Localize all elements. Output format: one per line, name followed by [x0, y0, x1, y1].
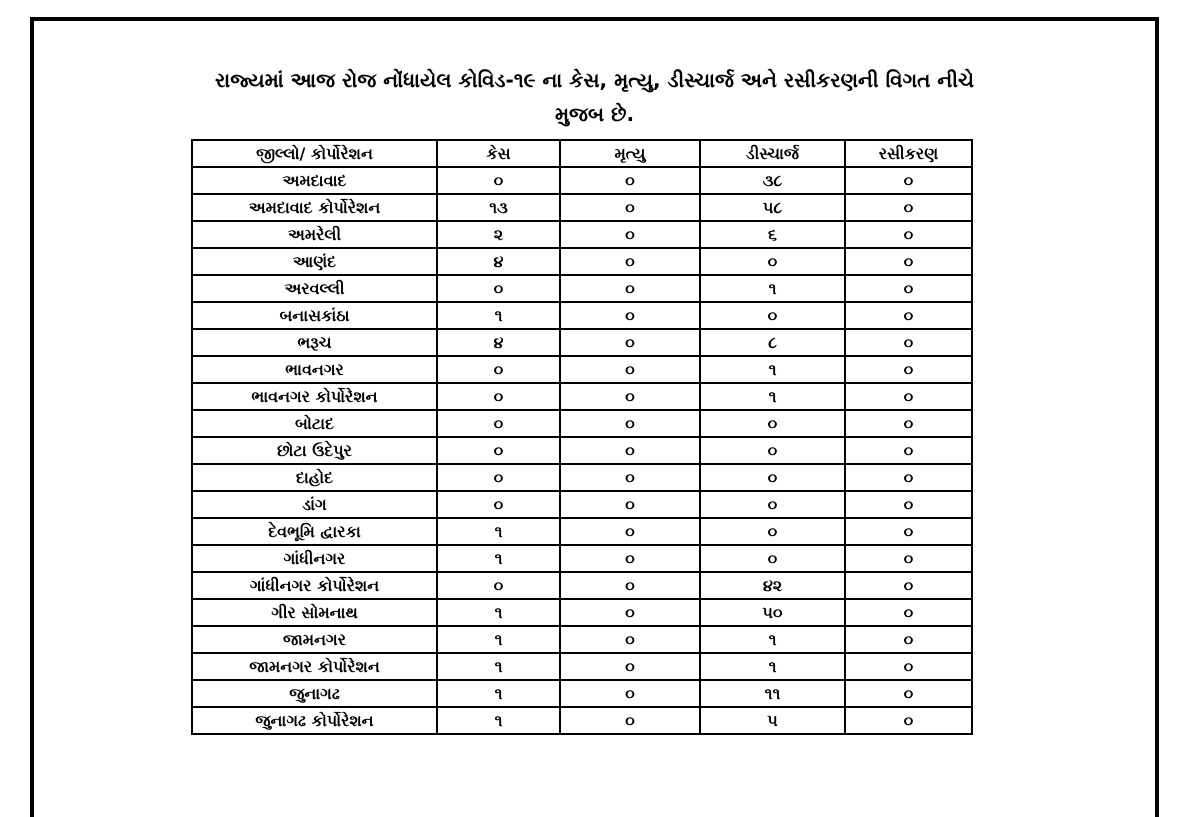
title-line-2: મુજબ છે. — [554, 102, 635, 126]
cell-vaccination: ૦ — [845, 518, 972, 545]
cell-cases: ૦ — [437, 410, 560, 437]
table-row — [192, 383, 972, 410]
cell-deaths: ૦ — [560, 221, 700, 248]
cell-discharge: ૩૮ — [700, 167, 845, 194]
table-row — [192, 626, 972, 653]
cell-district: જામનગર કોર્પોરેશન — [192, 653, 437, 680]
cell-deaths: ૦ — [560, 653, 700, 680]
cell-cases: ૧ — [437, 680, 560, 707]
cell-deaths: ૦ — [560, 545, 700, 572]
cell-discharge: ૦ — [700, 518, 845, 545]
cell-cases: ૧ — [437, 626, 560, 653]
cell-cases: ૦ — [437, 167, 560, 194]
cell-deaths: ૦ — [560, 680, 700, 707]
cell-district: જુનાગઢ કોર્પોરેશન — [192, 707, 437, 734]
cell-cases: ૦ — [437, 437, 560, 464]
header-deaths: મૃત્યુ — [560, 140, 700, 167]
header-district: જીલ્લો/ કોર્પોરેશન — [192, 140, 437, 167]
cell-cases: ૧ — [437, 653, 560, 680]
cell-vaccination: ૦ — [845, 626, 972, 653]
cell-district: ભરૂચ — [192, 329, 437, 356]
cell-vaccination: ૦ — [845, 491, 972, 518]
cell-deaths: ૦ — [560, 518, 700, 545]
table-row — [192, 599, 972, 626]
cell-vaccination: ૦ — [845, 167, 972, 194]
cell-district: જુનાગઢ — [192, 680, 437, 707]
cell-vaccination: ૦ — [845, 356, 972, 383]
cell-district: દેવભૂમિ દ્વારકા — [192, 518, 437, 545]
cell-deaths: ૦ — [560, 707, 700, 734]
cell-deaths: ૦ — [560, 383, 700, 410]
cell-vaccination: ૦ — [845, 545, 972, 572]
cell-vaccination: ૦ — [845, 680, 972, 707]
cell-vaccination: ૦ — [845, 464, 972, 491]
table-body — [192, 167, 972, 734]
cell-deaths: ૦ — [560, 410, 700, 437]
table-row — [192, 707, 972, 734]
cell-discharge: ૫ — [700, 707, 845, 734]
cell-district: છોટા ઉદેપુર — [192, 437, 437, 464]
table-row — [192, 194, 972, 221]
cell-discharge: ૫૦ — [700, 599, 845, 626]
cell-district: જામનગર — [192, 626, 437, 653]
table-row — [192, 518, 972, 545]
table-row — [192, 464, 972, 491]
header-discharge: ડીસ્ચાર્જ — [700, 140, 845, 167]
table-row — [192, 356, 972, 383]
cell-cases: ૧ — [437, 545, 560, 572]
cell-district: અરવલ્લી — [192, 275, 437, 302]
header-cases: કેસ — [437, 140, 560, 167]
cell-discharge: ૧ — [700, 383, 845, 410]
cell-vaccination: ૦ — [845, 329, 972, 356]
cell-deaths: ૦ — [560, 302, 700, 329]
cell-cases: ૧ — [437, 518, 560, 545]
cell-cases: ૧ — [437, 707, 560, 734]
document-title — [34, 63, 1155, 131]
cell-cases: ૪ — [437, 248, 560, 275]
cell-district: ગાંધીનગર કોર્પોરેશન — [192, 572, 437, 599]
table-row — [192, 410, 972, 437]
cell-deaths: ૦ — [560, 599, 700, 626]
table-row — [192, 302, 972, 329]
cell-discharge: ૦ — [700, 302, 845, 329]
cell-vaccination: ૦ — [845, 572, 972, 599]
cell-cases: ૦ — [437, 356, 560, 383]
table-row — [192, 680, 972, 707]
table-row — [192, 167, 972, 194]
cell-deaths: ૦ — [560, 626, 700, 653]
cell-discharge: ૧ — [700, 275, 845, 302]
cell-vaccination: ૦ — [845, 437, 972, 464]
cell-deaths: ૦ — [560, 491, 700, 518]
cell-discharge: ૧ — [700, 653, 845, 680]
table-row — [192, 248, 972, 275]
cell-deaths: ૦ — [560, 248, 700, 275]
cell-cases: ૦ — [437, 491, 560, 518]
cell-vaccination: ૦ — [845, 275, 972, 302]
cell-vaccination: ૦ — [845, 194, 972, 221]
cell-vaccination: ૦ — [845, 302, 972, 329]
covid-district-table — [191, 139, 973, 735]
cell-district: ભાવનગર કોર્પોરેશન — [192, 383, 437, 410]
cell-cases: ૧૩ — [437, 194, 560, 221]
table-row — [192, 221, 972, 248]
cell-discharge: ૦ — [700, 464, 845, 491]
cell-deaths: ૦ — [560, 572, 700, 599]
table-row — [192, 653, 972, 680]
cell-district: આણંદ — [192, 248, 437, 275]
cell-cases: ૧ — [437, 302, 560, 329]
cell-deaths: ૦ — [560, 329, 700, 356]
title-line-1: રાજ્યમાં આજ રોજ નોંધાયેલ કોવિડ-૧૯ ના કેસ, મૃત્યુ, ડીસ્ચાર્જ અને રસીકરણની વિગત નીચે — [214, 68, 975, 92]
cell-cases: ૦ — [437, 572, 560, 599]
cell-district: દાહોદ — [192, 464, 437, 491]
table-row — [192, 437, 972, 464]
cell-district: અમદાવાદ કોર્પોરેશન — [192, 194, 437, 221]
cell-district: ડાંગ — [192, 491, 437, 518]
cell-vaccination: ૦ — [845, 653, 972, 680]
cell-discharge: ૦ — [700, 437, 845, 464]
cell-discharge: ૧ — [700, 356, 845, 383]
cell-district: અમદાવાદ — [192, 167, 437, 194]
cell-vaccination: ૦ — [845, 221, 972, 248]
cell-cases: ૦ — [437, 383, 560, 410]
cell-vaccination: ૦ — [845, 410, 972, 437]
cell-vaccination: ૦ — [845, 383, 972, 410]
cell-deaths: ૦ — [560, 194, 700, 221]
cell-vaccination: ૦ — [845, 707, 972, 734]
cell-deaths: ૦ — [560, 464, 700, 491]
table-row — [192, 329, 972, 356]
cell-district: ગાંધીનગર — [192, 545, 437, 572]
cell-vaccination: ૦ — [845, 248, 972, 275]
cell-discharge: ૮ — [700, 329, 845, 356]
cell-cases: ૨ — [437, 221, 560, 248]
cell-district: ગીર સોમનાથ — [192, 599, 437, 626]
header-vaccination: રસીકરણ — [845, 140, 972, 167]
cell-discharge: ૦ — [700, 410, 845, 437]
cell-district: બનાસકાંઠા — [192, 302, 437, 329]
table-header-row — [192, 140, 972, 167]
cell-cases: ૦ — [437, 275, 560, 302]
cell-discharge: ૧૧ — [700, 680, 845, 707]
cell-deaths: ૦ — [560, 356, 700, 383]
cell-cases: ૦ — [437, 464, 560, 491]
cell-deaths: ૦ — [560, 167, 700, 194]
cell-deaths: ૦ — [560, 275, 700, 302]
table-row — [192, 572, 972, 599]
cell-discharge: ૪૨ — [700, 572, 845, 599]
cell-district: ભાવનગર — [192, 356, 437, 383]
table-row — [192, 545, 972, 572]
table-row — [192, 275, 972, 302]
cell-deaths: ૦ — [560, 437, 700, 464]
cell-cases: ૧ — [437, 599, 560, 626]
cell-discharge: ૬ — [700, 221, 845, 248]
cell-discharge: ૦ — [700, 545, 845, 572]
cell-cases: ૪ — [437, 329, 560, 356]
cell-district: અમરેલી — [192, 221, 437, 248]
cell-district: બોટાદ — [192, 410, 437, 437]
cell-discharge: ૦ — [700, 248, 845, 275]
cell-discharge: ૧ — [700, 626, 845, 653]
table-row — [192, 491, 972, 518]
cell-discharge: ૫૮ — [700, 194, 845, 221]
cell-vaccination: ૦ — [845, 599, 972, 626]
cell-discharge: ૦ — [700, 491, 845, 518]
